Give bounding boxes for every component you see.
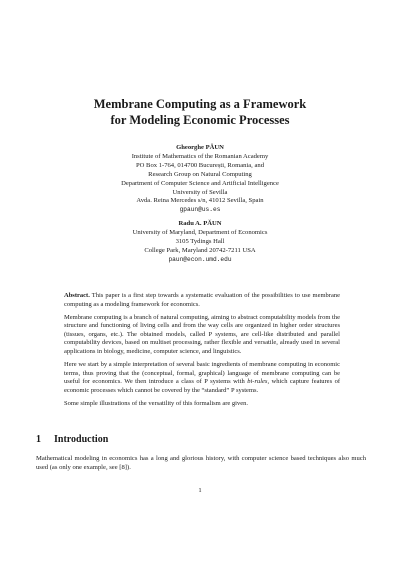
- abstract-text: Here we start by a simple interpretation of several basic ingredients of membrane computing in economic terms, thus proving that the (conceptual, formal, graphical) language of membrane computing can be useful for economics. We then introduce a class of P systems with: [64, 361, 340, 386]
- affiliation-line: University of Maryland, Department of Economics: [132, 229, 268, 237]
- body-paragraph: Mathematical modeling in economics has a long and glorious history, with computer science based techniques also much used (as only one example, see [8]).: [36, 455, 366, 471]
- affiliation-line: Research Group on Natural Computing: [148, 170, 252, 178]
- affiliation-line: Avda. Reina Mercedes s/n, 41012 Sevilla, Spain: [136, 197, 264, 205]
- author-1: [0, 144, 400, 215]
- affiliation-line: University of Sevilla: [172, 188, 228, 196]
- page-number: 1: [198, 487, 202, 494]
- affiliation-line: Department of Computer Science and Artificial Intelligence: [121, 179, 279, 187]
- author-email[interactable]: gpaun@us.es: [179, 206, 221, 214]
- abstract-paragraph: [64, 292, 340, 309]
- section-title: Introduction: [54, 434, 109, 445]
- abstract-paragraph: [64, 361, 340, 395]
- abstract: [64, 292, 340, 413]
- abstract-label: Abstract.: [64, 292, 90, 299]
- title-line-1: Membrane Computing as a Framework: [93, 97, 307, 111]
- section-heading: [36, 434, 366, 446]
- abstract-text: , which capture features of economic processes which cannot be covered by the “standard” P systems.: [64, 378, 340, 394]
- author-list: [0, 144, 400, 265]
- affiliation-line: 3105 Tydings Hall: [175, 238, 225, 246]
- section-number: 1: [36, 434, 41, 445]
- abstract-paragraph: Some simple illustrations of the versatility of this formalism are given.: [64, 400, 248, 408]
- abstract-paragraph: Membrane computing is a branch of natural computing, aiming to abstract computability models from the structure and functioning of living cells and from the way cells are organized in higher order structures (tissues, organs, etc.). The obtained models, called P systems, are cell-like distributed and parallel computability devices, based on multiset processing, rather flexible and versatile, already used in several applications in biology, medicine, computer science, and linguistics.: [64, 313, 340, 356]
- author-name: Radu A. PĂUN: [178, 220, 222, 228]
- affiliation-line: PO Box 1-764, 014700 București, Romania, and: [135, 161, 265, 169]
- affiliation-line: Institute of Mathematics of the Romanian Academy: [131, 152, 269, 160]
- author-email[interactable]: paun@econ.umd.edu: [168, 255, 232, 263]
- abstract-text: This paper is a first step towards a systematic evaluation of the possibilities to use membrane computing as a modeling framework for economics.: [64, 292, 340, 308]
- author-2: [0, 220, 400, 265]
- author-name: Gheorghe PĂUN: [176, 144, 224, 151]
- affiliation-line: College Park, Maryland 20742-7211 USA: [144, 246, 256, 254]
- title-line-2: for Modeling Economic Processes: [110, 113, 290, 127]
- emphasis-term: bi-rules: [247, 378, 268, 386]
- paper-title: [0, 96, 400, 128]
